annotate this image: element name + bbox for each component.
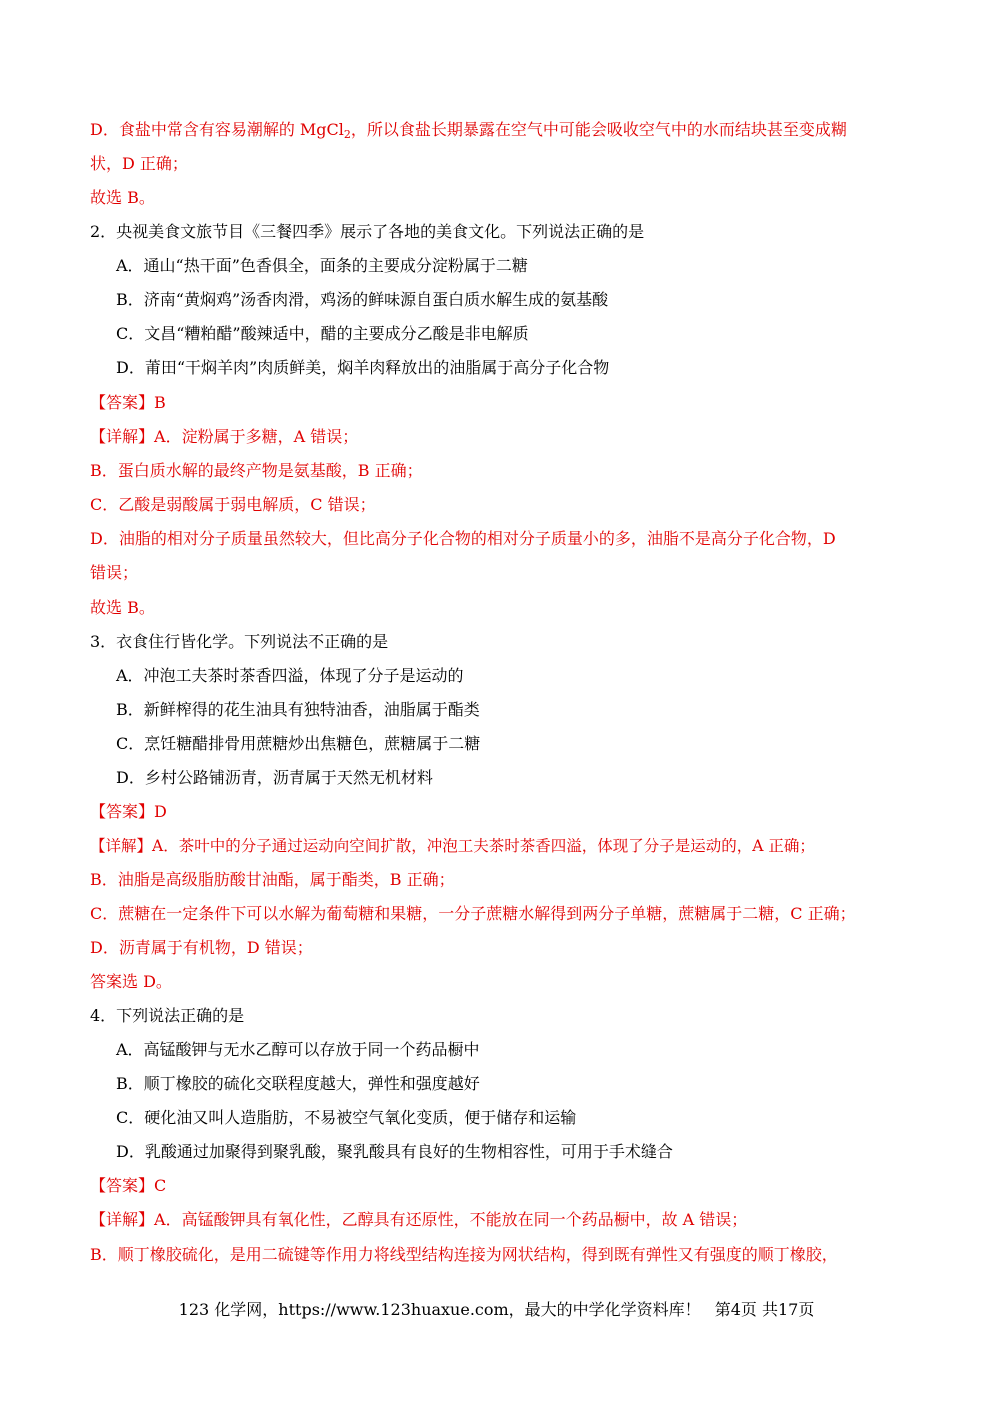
question-4-stem: 4．下列说法正确的是: [90, 1006, 245, 1025]
question-4-option-c: C．硬化油又叫人造脂肪，不易被空气氧化变质，便于储存和运输: [116, 1108, 577, 1127]
explanation-line: B．蛋白质水解的最终产物是氨基酸，B 正确；: [90, 461, 423, 480]
conclusion-line: 故选 B。: [90, 188, 155, 207]
page-footer: [0, 1300, 993, 1320]
question-4-option-b: B．顺丁橡胶的硫化交联程度越大，弹性和强度越好: [116, 1074, 480, 1093]
question-2-option-d: D．莆田“干焖羊肉”肉质鲜美，焖羊肉释放出的油脂属于高分子化合物: [116, 358, 610, 377]
explanation-line: 错误；: [90, 563, 139, 582]
explanation-line: B．油脂是高级脂肪酸甘油酯，属于酯类，B 正确；: [90, 870, 455, 889]
explanation-line: B．顺丁橡胶硫化，是用二硫键等作用力将线型结构连接为网状结构，得到既有弹性又有强度的顺丁橡胶，: [90, 1245, 838, 1264]
explanation-line: D．食盐中常含有容易潮解的 MgCl$_2$，所以食盐长期暴露在空气中可能会吸收空气中的水而结块甚至变成糊: [90, 120, 847, 141]
question-4-option-d: D．乳酸通过加聚得到聚乳酸，聚乳酸具有良好的生物相容性，可用于手术缝合: [116, 1142, 673, 1161]
question-4-answer: 【答案】C: [90, 1176, 167, 1195]
explanation-line: C．蔗糖在一定条件下可以水解为葡萄糖和果糖，一分子蔗糖水解得到两分子单糖，蔗糖属于二糖，C 正确；: [90, 904, 856, 923]
question-3-answer: 【答案】D: [90, 802, 167, 821]
question-3-option-b: B．新鲜榨得的花生油具有独特油香，油脂属于酯类: [116, 700, 480, 719]
question-3-option-a: A．冲泡工夫茶时茶香四溢，体现了分子是运动的: [116, 666, 464, 685]
question-2-answer: 【答案】B: [90, 393, 166, 412]
question-2-explanation: 【详解】A．淀粉属于多糖，A 错误；: [90, 427, 359, 446]
question-3-stem: 3．衣食住行皆化学。下列说法不正确的是: [90, 632, 389, 651]
footer-site-text: 123 化学网，https://www.123huaxue.com，最大的中学化学资料库！: [178, 1300, 701, 1319]
question-3-option-c: C．烹饪糖醋排骨用蔗糖炒出焦糖色，蔗糖属于二糖: [116, 734, 481, 753]
question-3-option-d: D．乡村公路铺沥青，沥青属于天然无机材料: [116, 768, 433, 787]
explanation-line: D．沥青属于有机物，D 错误；: [90, 938, 313, 957]
question-2-option-c: C．文昌“糟粕醋”酸辣适中，醋的主要成分乙酸是非电解质: [116, 324, 529, 343]
question-4-option-a: A．高锰酸钾与无水乙醇可以存放于同一个药品橱中: [116, 1040, 480, 1059]
question-2-stem: 2．央视美食文旅节目《三餐四季》展示了各地的美食文化。下列说法正确的是: [90, 222, 645, 241]
conclusion-line: 答案选 D。: [90, 972, 172, 991]
question-2-option-b: B．济南“黄焖鸡”汤香肉滑，鸡汤的鲜味源自蛋白质水解生成的氨基酸: [116, 290, 609, 309]
conclusion-line: 故选 B。: [90, 598, 155, 617]
question-3-explanation: 【详解】A．茶叶中的分子通过运动向空间扩散，冲泡工夫茶时茶香四溢，体现了分子是运动的，A 正确；: [90, 837, 815, 855]
question-2-option-a: A．通山“热干面”色香俱全，面条的主要成分淀粉属于二糖: [116, 256, 528, 275]
explanation-line: D．油脂的相对分子质量虽然较大，但比高分子化合物的相对分子质量小的多，油脂不是高分子化合物，D: [90, 529, 836, 548]
page-number: 第4页 共17页: [714, 1300, 815, 1319]
explanation-line: 状，D 正确；: [90, 154, 188, 173]
explanation-line: C．乙酸是弱酸属于弱电解质，C 错误；: [90, 495, 376, 514]
question-4-explanation: 【详解】A．高锰酸钾具有氧化性，乙醇具有还原性，不能放在同一个药品橱中，故 A 错误；: [90, 1210, 748, 1229]
